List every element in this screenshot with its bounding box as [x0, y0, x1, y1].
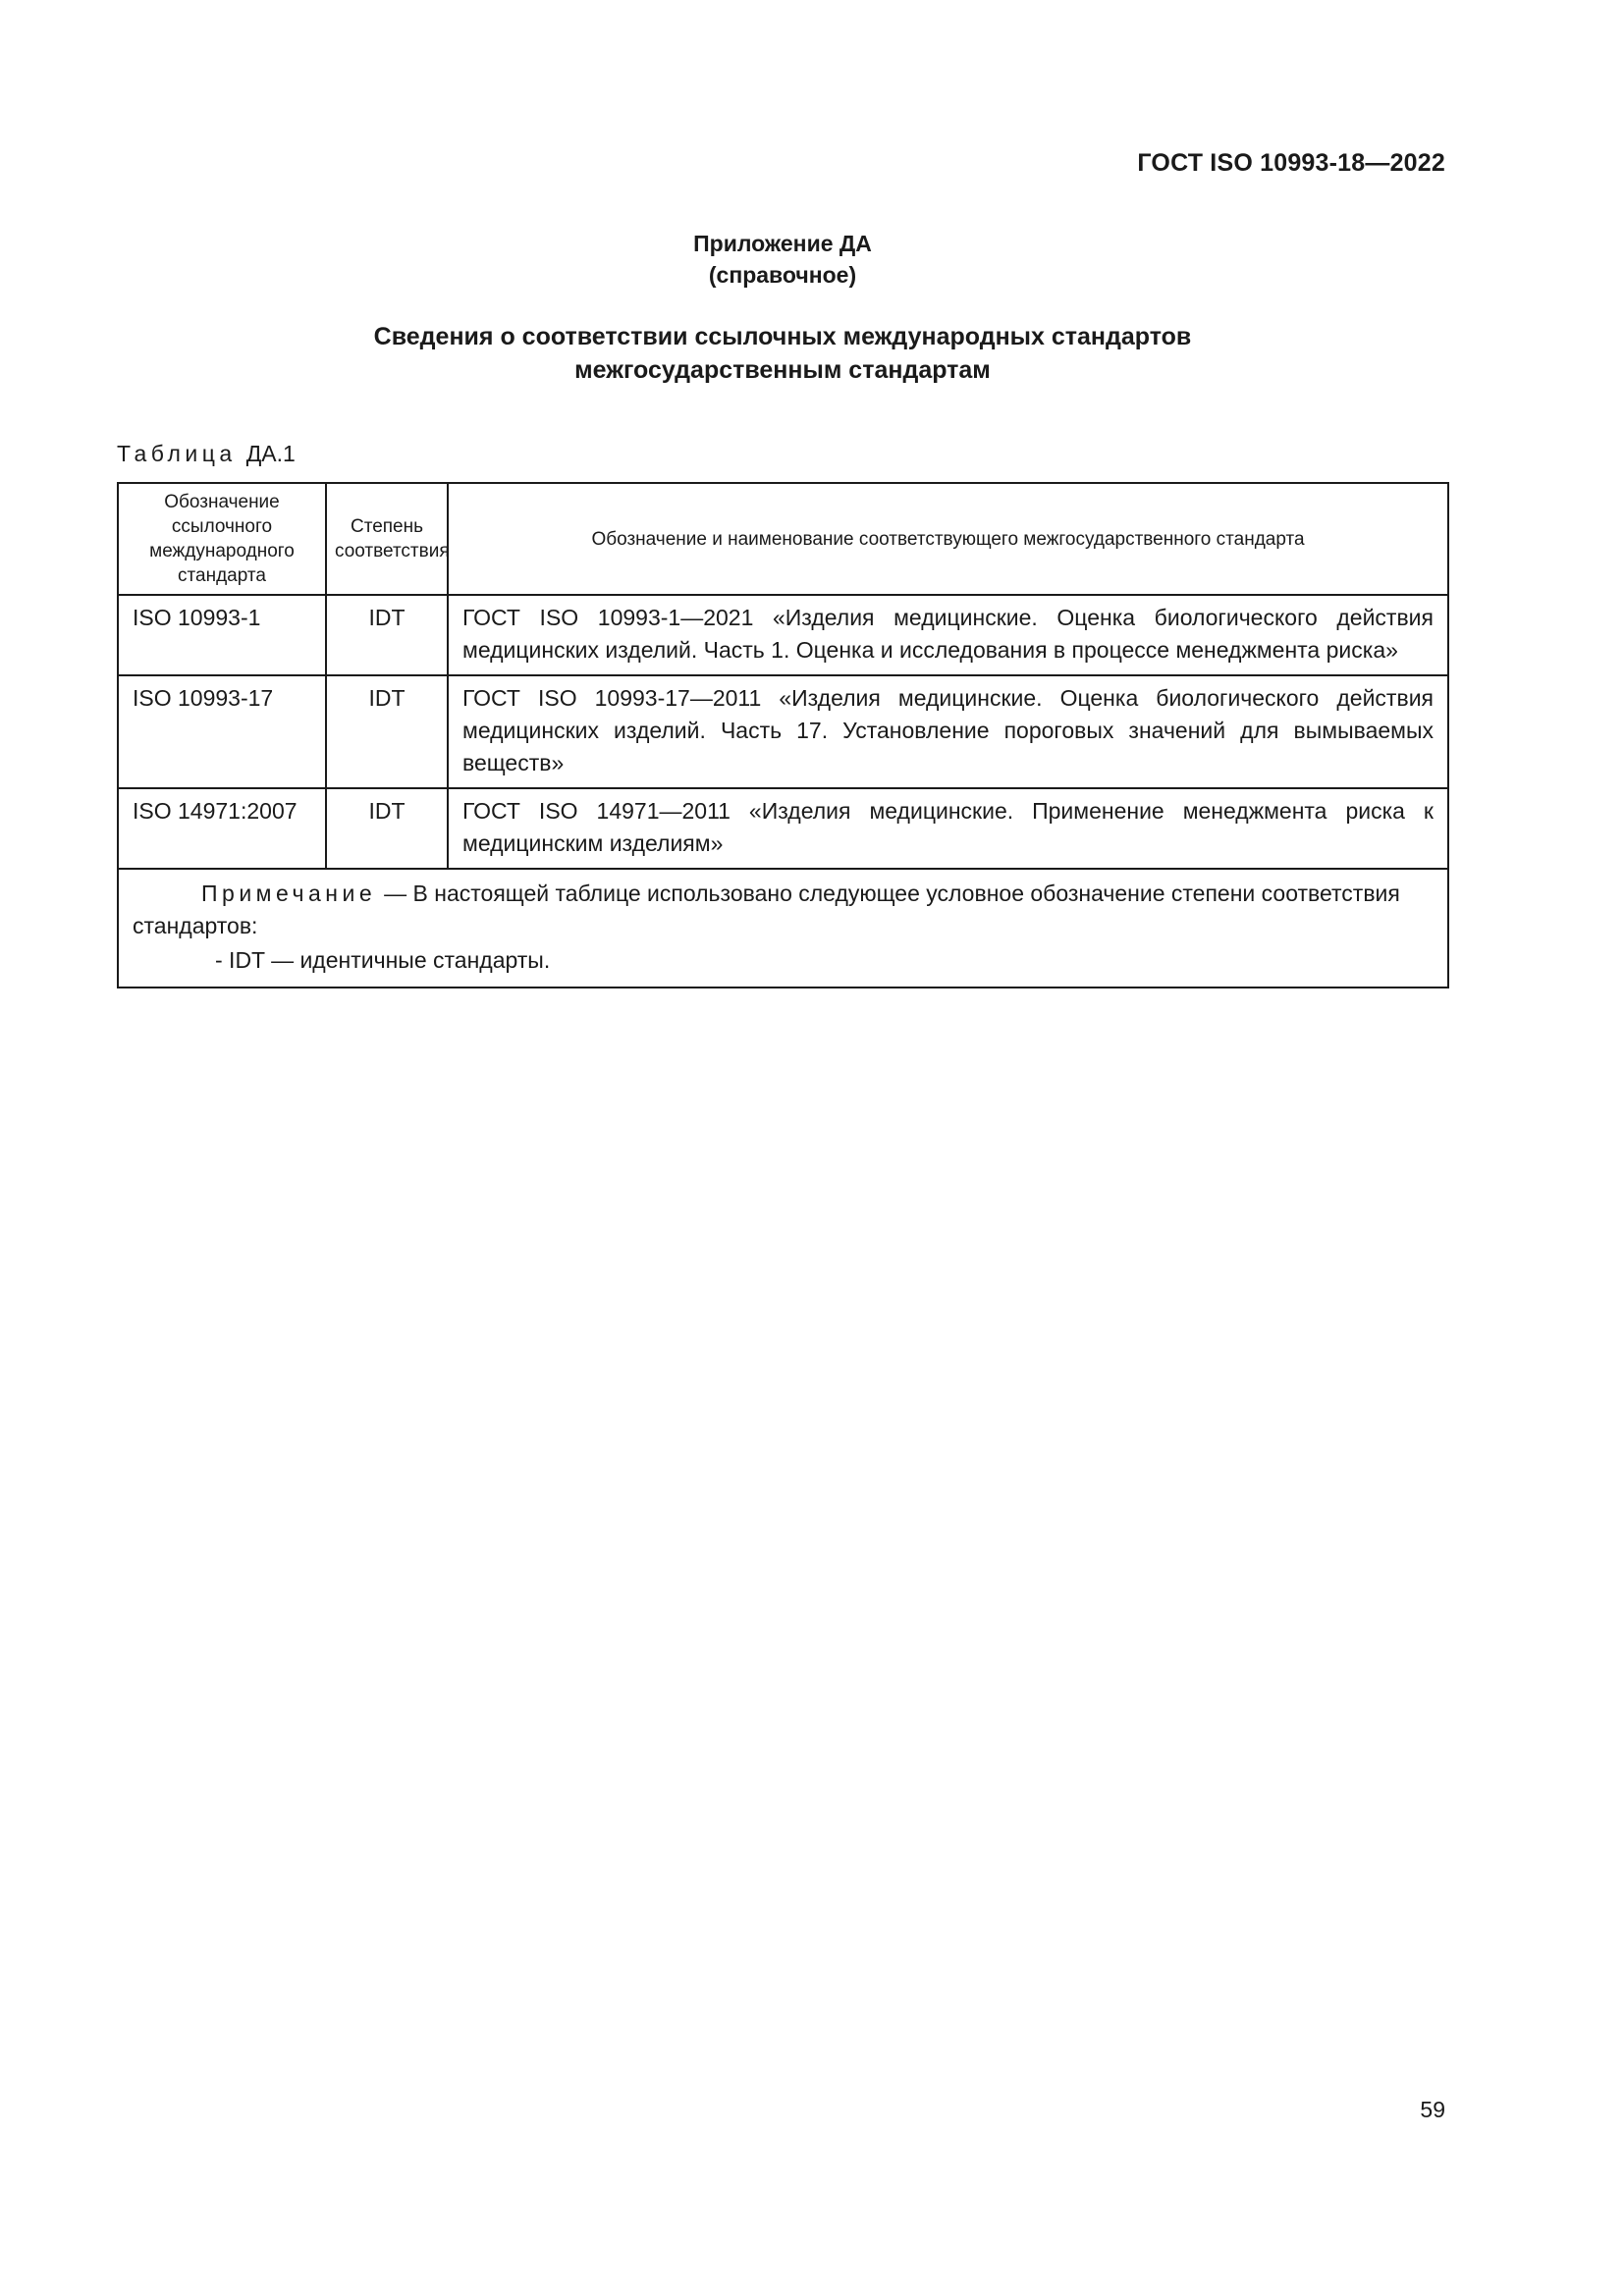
table-row [118, 595, 1448, 675]
annex-title: Приложение ДА [693, 231, 872, 256]
table-note-row [118, 869, 1448, 988]
table-note [118, 869, 1448, 988]
document-code: ГОСТ ISO 10993-18—2022 [1137, 149, 1445, 177]
note-label: Примечание [201, 881, 377, 906]
cell-international-standard: ISO 10993-1 [118, 595, 326, 675]
table-caption [117, 441, 296, 467]
cell-international-standard: ISO 14971:2007 [118, 788, 326, 869]
table-caption-number: ДА.1 [245, 441, 296, 466]
table-header-row [118, 483, 1448, 595]
header-degree-of-conformity: Степень соответствия [326, 483, 448, 595]
cell-degree: IDT [326, 595, 448, 675]
document-title-line-2: межгосударственным стандартам [574, 356, 991, 384]
table-caption-label: Таблица [117, 441, 237, 466]
cell-degree: IDT [326, 675, 448, 788]
document-title [0, 320, 1565, 387]
conformity-table [117, 482, 1449, 988]
cell-interstate-standard: ГОСТ ISO 14971—2011 «Изделия медицинские. Применение менеджмента риска к медицинским изделиям» [448, 788, 1448, 869]
page-number: 59 [1420, 2097, 1445, 2122]
table-row [118, 788, 1448, 869]
header-international-standard: Обозначение ссылочного международного стандарта [118, 483, 326, 595]
cell-interstate-standard: ГОСТ ISO 10993-1—2021 «Изделия медицинские. Оценка биологического действия медицинских изделий. Часть 1. Оценка и исследования в процессе менеджмента риска» [448, 595, 1448, 675]
annex-subtitle: (справочное) [708, 262, 857, 288]
annex-heading [0, 228, 1565, 291]
cell-international-standard: ISO 10993-17 [118, 675, 326, 788]
header-interstate-standard: Обозначение и наименование соответствующего межгосударственного стандарта [448, 483, 1448, 595]
cell-degree: IDT [326, 788, 448, 869]
document-title-line-1: Сведения о соответствии ссылочных международных стандартов [373, 323, 1192, 350]
cell-interstate-standard: ГОСТ ISO 10993-17—2011 «Изделия медицинские. Оценка биологического действия медицинских изделий. Часть 17. Установление пороговых значений для вымываемых веществ» [448, 675, 1448, 788]
note-paragraph [133, 878, 1434, 942]
table-row [118, 675, 1448, 788]
note-list-item: - IDT — идентичные стандарты. [215, 947, 551, 973]
note-text: — В настоящей таблице использовано следующее условное обозначение степени соответствия стандартов: [133, 881, 1400, 938]
